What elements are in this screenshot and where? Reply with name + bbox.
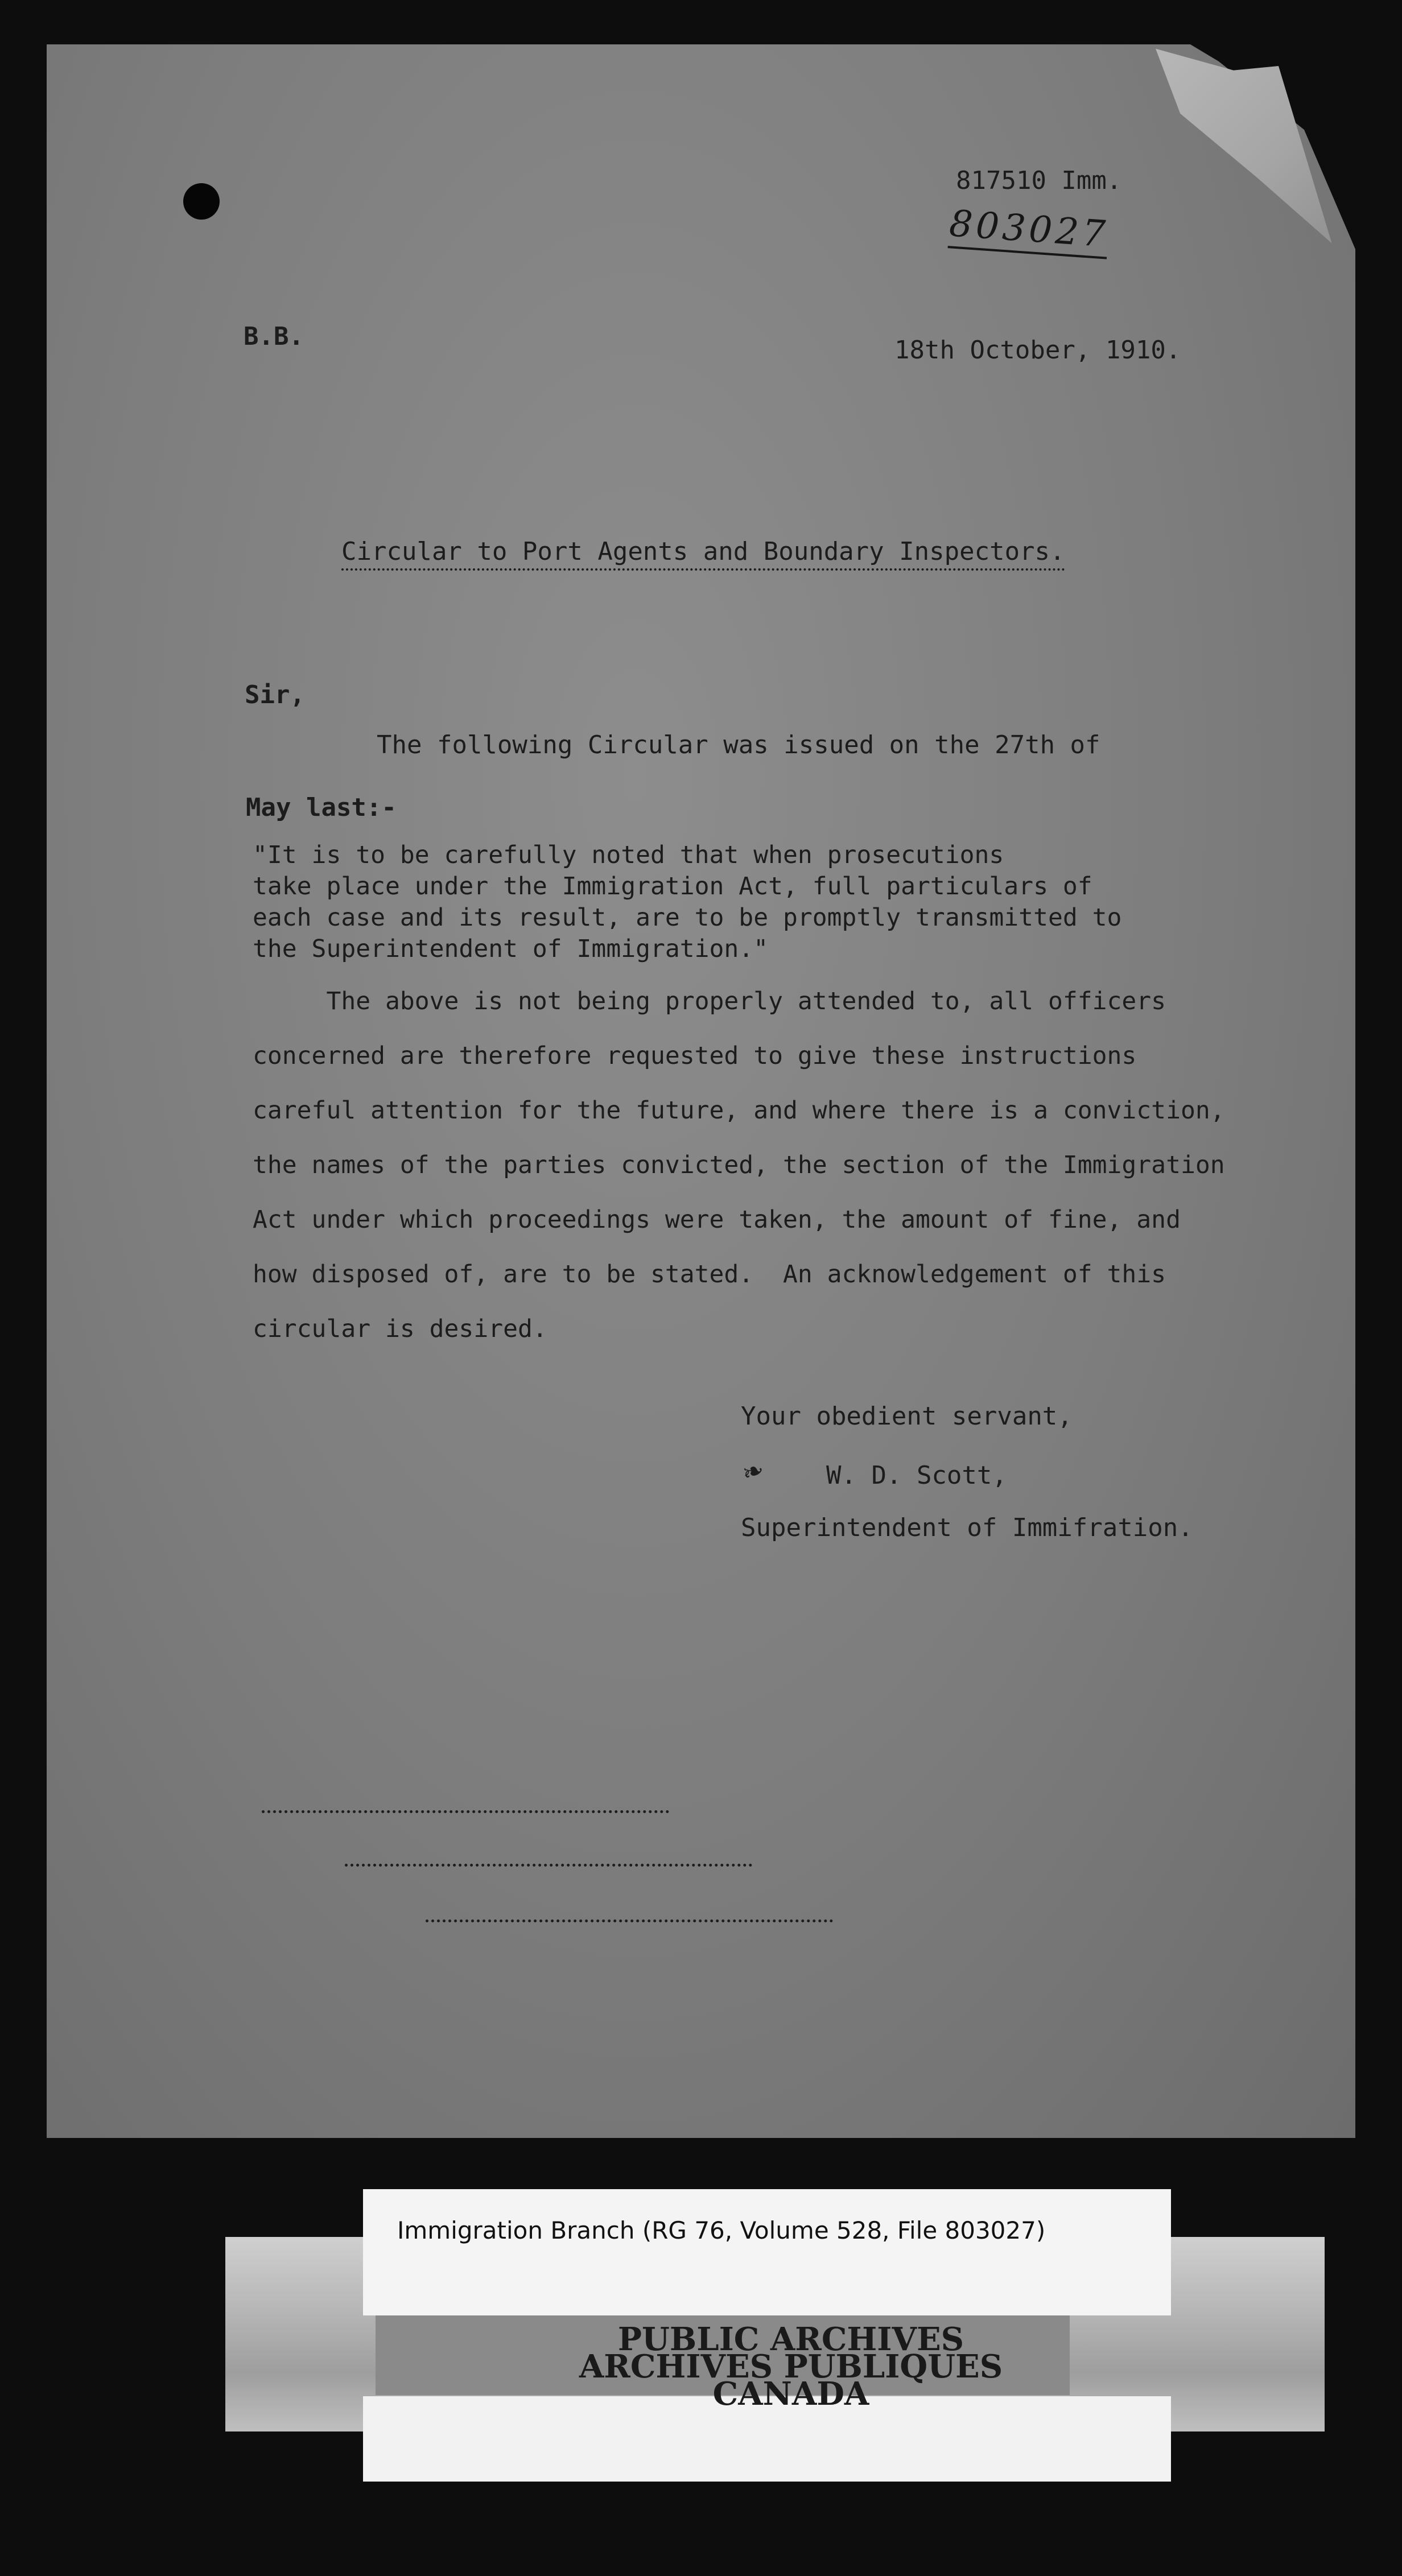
archives-stamp (535, 2321, 1047, 2413)
stamp-line: ARCHIVES PUBLIQUES (579, 2348, 1003, 2385)
stamp-line: PUBLIC ARCHIVES (617, 2321, 964, 2358)
intro-line: The following Circular was issued on the 27th of (377, 730, 1100, 759)
quoted-circular: "It is to be carefully noted that when prosecutions take place under the Immigration Act, full particulars of each case and its result, are to be promptly transmitted to the Superintendent of Immigration." (253, 841, 1122, 963)
initials: B.B. (244, 322, 304, 351)
dotted-rule (262, 1810, 669, 1813)
dotted-rule (426, 1919, 833, 1922)
signatory-title: Superintendent of Immifration. (741, 1513, 1193, 1542)
signatory-name: W. D. Scott, (826, 1461, 1007, 1490)
stamp-line: CANADA (712, 2375, 869, 2413)
signature-mark: ❧ (737, 1450, 768, 1491)
salutation: Sir, (245, 680, 305, 709)
handwritten-file-number: 803027 (948, 203, 1110, 259)
body-paragraph: The above is not being properly attended to, all officers concerned are therefore requested to give these instructions careful attention for the future, and where there is a conviction, the names of the parties convicted, the section of the Immigration Act under which proceedings were taken, the amount of fine, and how disposed of, are to be stated. An acknowledgement of this circular is desired. (253, 987, 1225, 1343)
circular-title: Circular to Port Agents and Boundary Inspectors. (341, 537, 1065, 571)
punch-hole (183, 183, 220, 220)
file-number: 817510 Imm. (956, 166, 1122, 195)
letter-date: 18th October, 1910. (894, 336, 1181, 365)
dotted-rule (345, 1864, 752, 1867)
intro-line-continued: May last:- (246, 793, 397, 822)
archive-reference: Immigration Branch (RG 76, Volume 528, File 803027) (397, 2216, 1046, 2244)
closing: Your obedient servant, (741, 1402, 1073, 1431)
archive-label (363, 2189, 1171, 2315)
